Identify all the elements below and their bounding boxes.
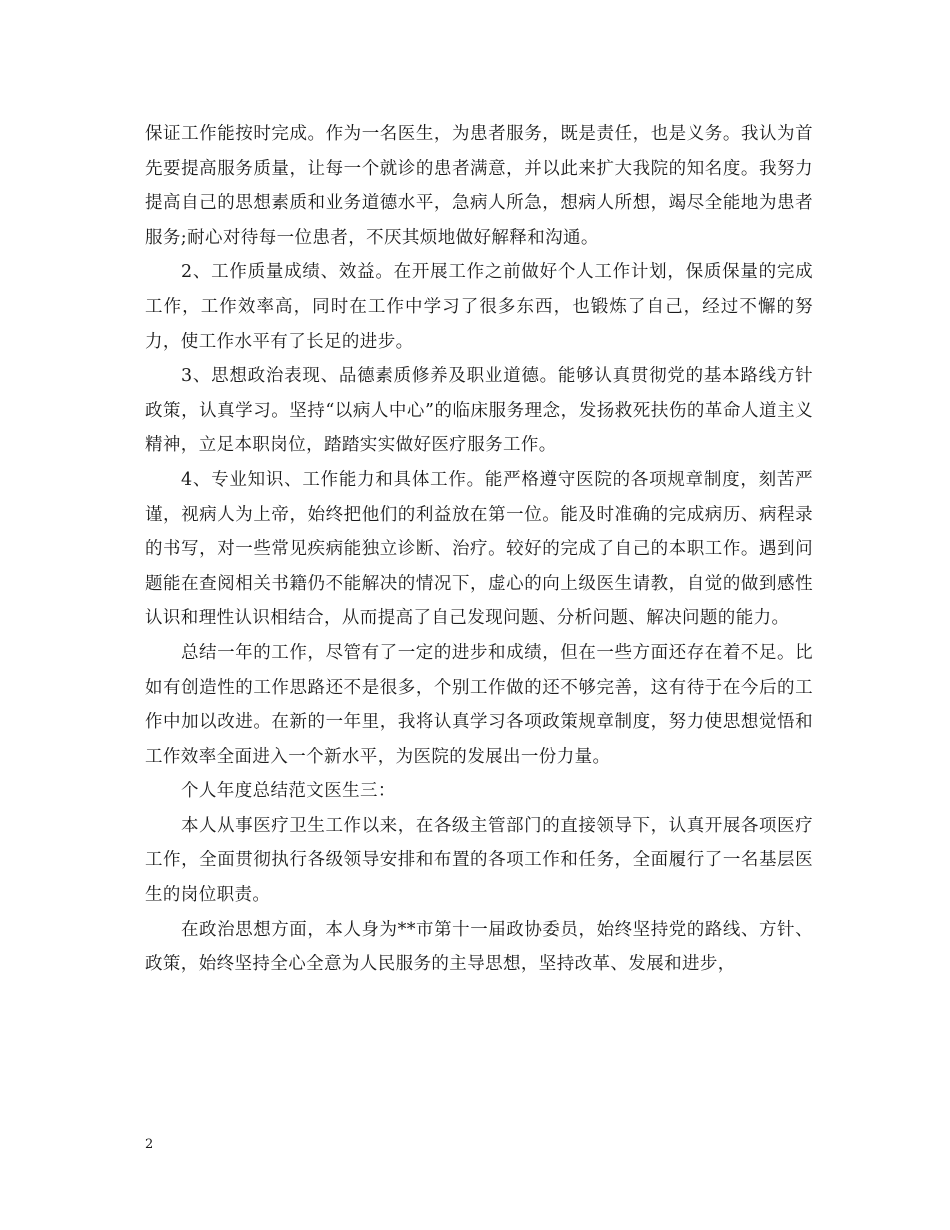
section-heading-doctor-three: 个人年度总结范文医生三： [181,781,396,802]
paragraph-professional-skills: 4、专业知识、工作能力和具体工作。能严格遵守医院的各项规章制度，刻苦严谨，视病人为上帝，始终把他们的利益放在第一位。能及时准确的完成病历、病程录的书写，对一些常见疾病能独立诊断、治疗。较好的完成了自己的本职工作。遇到问题能在查阅相关书籍仍不能解决的情况下，虚心的向上级医生请教，自觉的做到感性认识和理性认识相结合，从而提高了自己发现问题、分析问题、解决问题的能力。 [145,469,813,629]
paragraph-continuation: 保证工作能按时完成。作为一名医生，为患者服务，既是责任，也是义务。我认为首先要提高服务质量，让每一个就诊的患者满意，并以此来扩大我院的知名度。我努力提高自己的思想素质和业务道德水平，急病人所急，想病人所想，竭尽全能地为患者服务;耐心对待每一位患者，不厌其烦地做好解释和沟通。 [145,124,813,248]
paragraph-medical-work: 本人从事医疗卫生工作以来，在各级主管部门的直接领导下，认真开展各项医疗工作，全面贯彻执行各级领导安排和布置的各项工作和任务，全面履行了一名基层医生的岗位职责。 [145,815,813,906]
page-number: 2 [145,1137,154,1152]
paragraph-political-thought: 在政治思想方面，本人身为**市第十一届政协委员，始终坚持党的路线、方针、政策，始终坚持全心全意为人民服务的主导思想，坚持改革、发展和进步， [145,919,813,975]
paragraph-work-quality: 2、工作质量成绩、效益。在开展工作之前做好个人工作计划，保质保量的完成工作，工作效率高，同时在工作中学习了很多东西，也锻炼了自己，经过不懈的努力，使工作水平有了长足的进步。 [145,262,813,352]
paragraph-political-ethics: 3、思想政治表现、品德素质修养及职业道德。能够认真贯彻党的基本路线方针政策，认真学习。坚持“以病人中心”的临床服务理念，发扬救死扶伤的革命人道主义精神，立足本职岗位，踏踏实实做好医疗服务工作。 [145,366,813,456]
document-body [145,117,813,982]
paragraph-year-summary: 总结一年的工作，尽管有了一定的进步和成绩，但在一些方面还存在着不足。比如有创造性的工作思路还不是很多，个别工作做的还不够完善，这有待于在今后的工作中加以改进。在新的一年里，我将认真学习各项政策规章制度，努力使思想觉悟和工作效率全面进入一个新水平，为医院的发展出一份力量。 [145,642,813,767]
